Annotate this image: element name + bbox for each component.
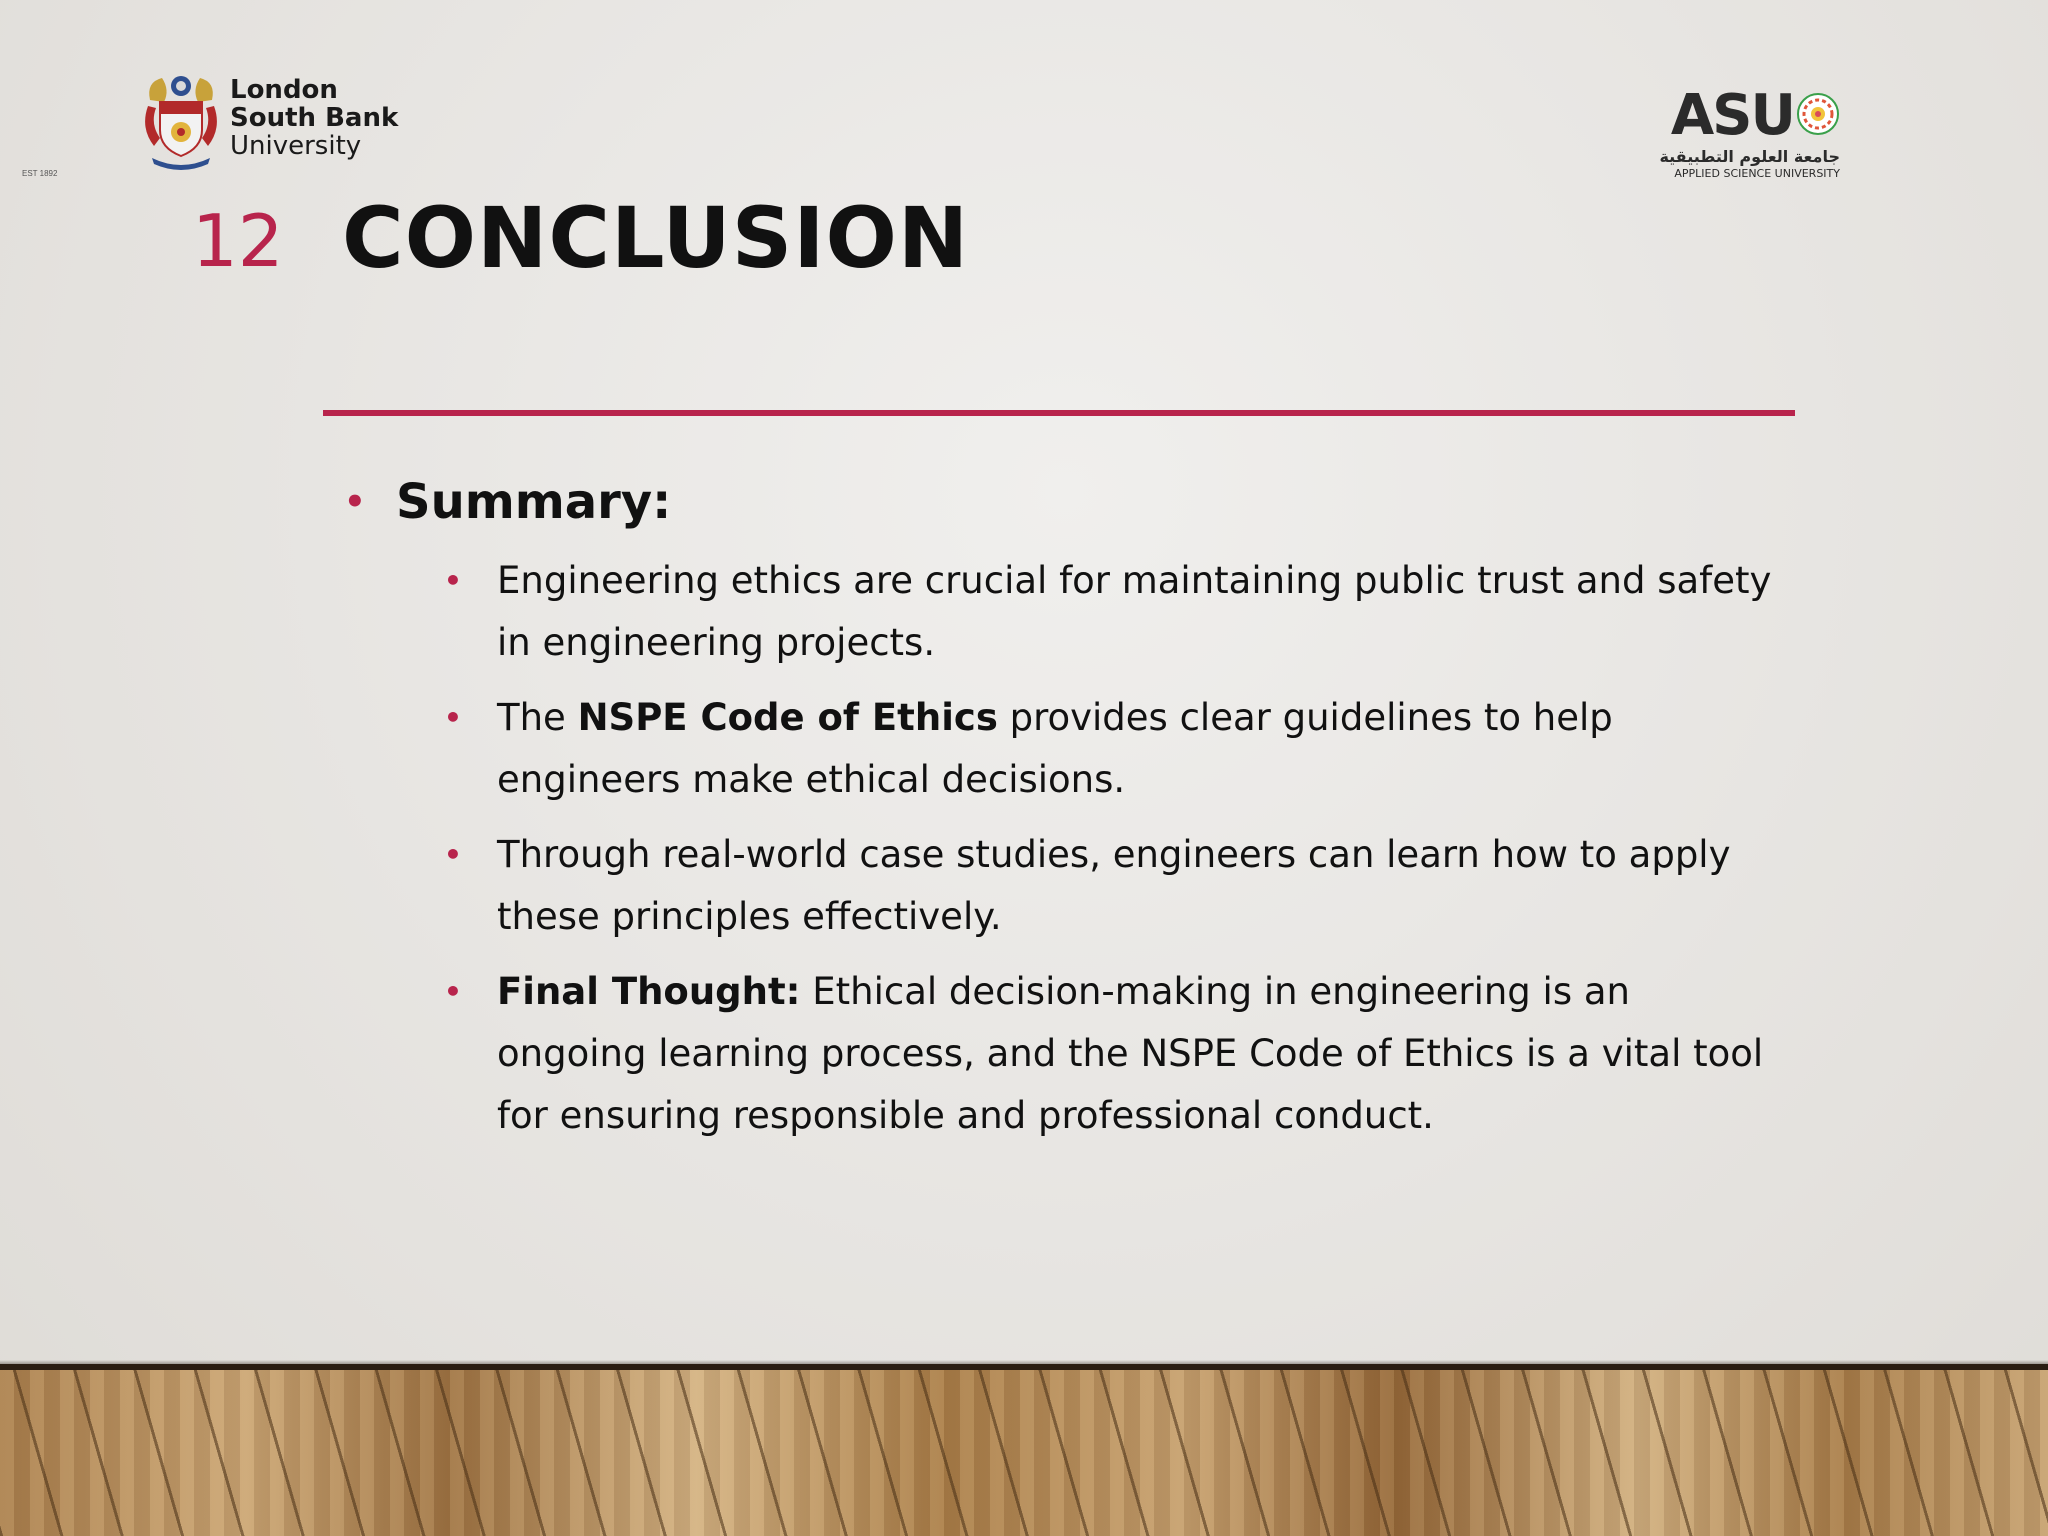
lsbu-name xyxy=(230,76,398,160)
bullet-icon: • xyxy=(444,975,462,1008)
slide-title: CONCLUSION xyxy=(342,189,970,287)
list-item xyxy=(444,550,1777,674)
lsbu-line-1: London xyxy=(230,75,338,105)
list-item xyxy=(444,687,1777,811)
slide-content xyxy=(340,468,1770,1160)
asu-logo xyxy=(1659,83,1840,184)
bullet-icon: • xyxy=(444,701,462,734)
lsbu-logo xyxy=(140,72,400,184)
bullet-icon: • xyxy=(444,564,462,597)
bullet-icon: • xyxy=(444,838,462,871)
point-3-text: Through real-world case studies, engineers can learn how to apply these principles effectively. xyxy=(497,833,1731,938)
point-2-prefix: The xyxy=(497,696,578,739)
lsbu-crest-icon xyxy=(140,72,222,174)
lsbu-line-3: University xyxy=(230,131,362,161)
point-2-suffix: provides clear guidelines to help engineers make ethical decisions. xyxy=(497,696,1613,801)
point-4-bold: Final Thought: xyxy=(497,970,801,1013)
list-item xyxy=(444,961,1777,1147)
summary-heading xyxy=(340,468,1770,536)
lsbu-est: EST 1892 xyxy=(22,169,58,178)
title-divider xyxy=(323,410,1795,416)
point-2-bold: NSPE Code of Ethics xyxy=(577,696,998,739)
point-1-text: Engineering ethics are crucial for maintaining public trust and safety in engineering projects. xyxy=(497,559,1772,664)
list-item xyxy=(444,824,1777,948)
asu-emblem-icon xyxy=(1796,92,1840,136)
lsbu-line-2: South Bank xyxy=(230,103,399,133)
floor-edge xyxy=(0,1364,2048,1370)
asu-arabic-name: جامعة العلوم التطبيقية xyxy=(1659,147,1840,166)
asu-wordmark: ASU xyxy=(1670,83,1794,148)
wooden-floor xyxy=(0,1364,2048,1536)
slide-number: 12 xyxy=(192,199,284,283)
asu-english-name: APPLIED SCIENCE UNIVERSITY xyxy=(1674,167,1840,180)
point-4-suffix: Ethical decision-making in engineering is an ongoing learning process, and the NSPE Code of Ethics is a vital tool for ensuring responsible and professional conduct. xyxy=(497,970,1764,1137)
summary-label: Summary: xyxy=(396,474,672,530)
bullet-icon: • xyxy=(344,482,366,522)
